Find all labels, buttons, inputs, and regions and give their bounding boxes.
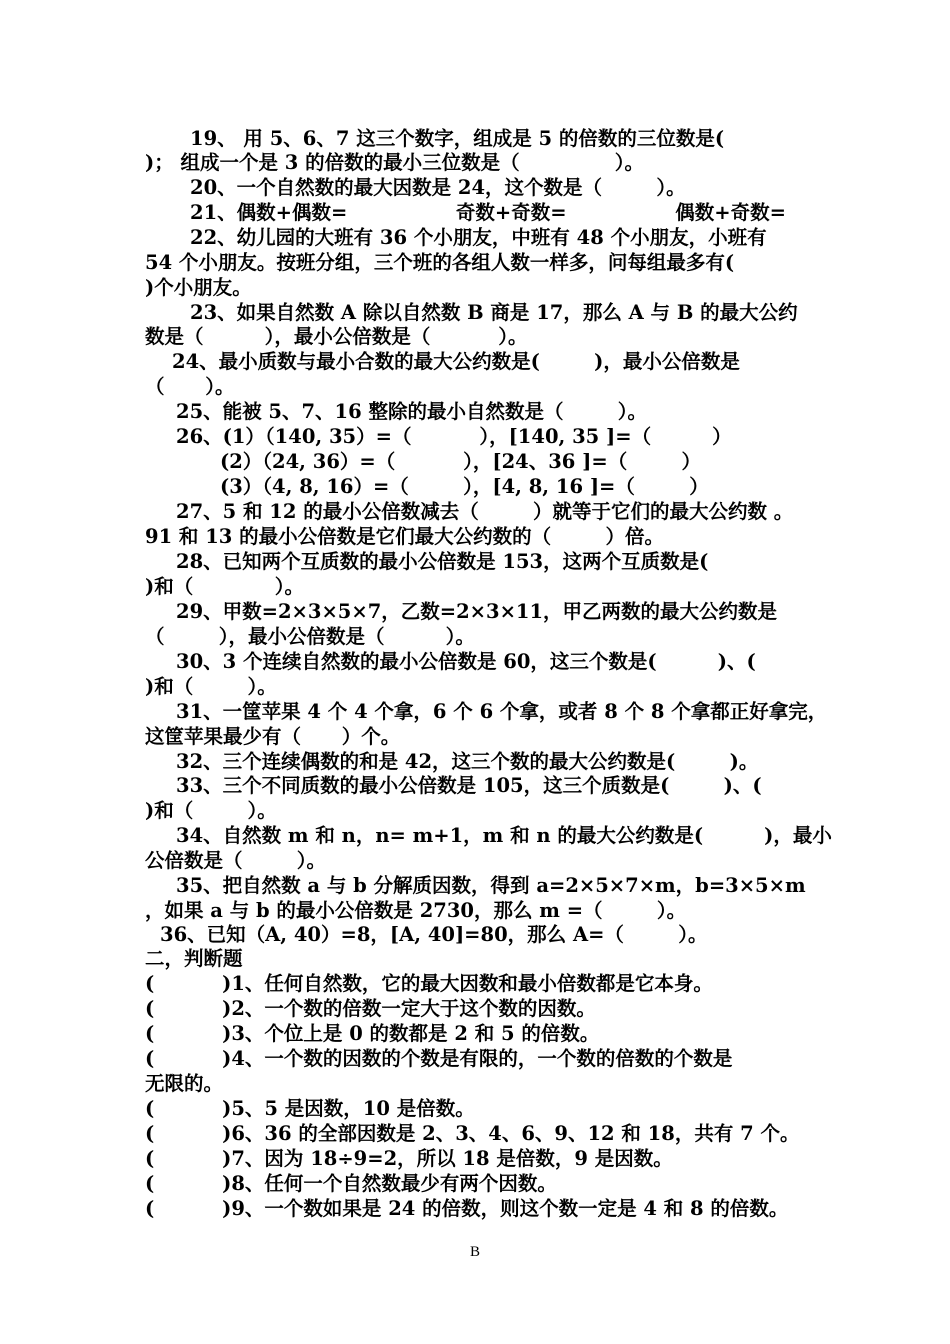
judge-item-4-line-2: 无限的。 bbox=[145, 1072, 224, 1095]
section-heading-judge: 二，判断题 bbox=[145, 947, 243, 970]
question-24-line-1: 24、最小质数与最小合数的最大公约数是( )，最小公倍数是 bbox=[172, 350, 740, 373]
question-24-line-2: （ ）。 bbox=[145, 375, 235, 398]
question-33-line-2: )和（ ）。 bbox=[145, 799, 277, 822]
question-27-line-1: 27、5 和 12 的最小公倍数减去（ ）就等于它们的最大公约数 。 bbox=[176, 500, 794, 523]
question-28-line-2: )和（ ）。 bbox=[145, 575, 304, 598]
question-28-line-1: 28、已知两个互质数的最小公倍数是 153，这两个互质数是( bbox=[176, 550, 709, 573]
judge-item-1: ( )1、任何自然数，它的最大因数和最小倍数都是它本身。 bbox=[145, 972, 713, 995]
question-26-part-2: (2）（24, 36）=（ ），[24、36 ]=（ ） bbox=[220, 450, 702, 473]
question-29-line-2: （ ），最小公倍数是（ ）。 bbox=[145, 625, 475, 648]
question-19-line-1: 19、 用 5、6、7 这三个数字，组成是 5 的倍数的三位数是( bbox=[190, 127, 725, 150]
question-27-line-2: 91 和 13 的最小公倍数是它们最大公约数的（ ）倍。 bbox=[145, 525, 664, 548]
question-26-part-1: 26、(1）（140, 35）=（ ），[140, 35 ]=（ ） bbox=[176, 425, 732, 448]
judge-item-8: ( )8、任何一个自然数最少有两个因数。 bbox=[145, 1172, 557, 1195]
judge-item-7: ( )7、因为 18÷9=2，所以 18 是倍数，9 是因数。 bbox=[145, 1147, 673, 1170]
question-34-line-1: 34、自然数 m 和 n，n= m+1，m 和 n 的最大公约数是( )，最小 bbox=[176, 824, 832, 847]
question-19-line-2: )； 组成一个是 3 的倍数的最小三位数是（ ）。 bbox=[145, 151, 644, 174]
question-23-line-2: 数是（ ），最小公倍数是（ ）。 bbox=[145, 325, 528, 348]
question-31-line-2: 这筐苹果最少有（ ）个。 bbox=[145, 725, 401, 748]
question-31-line-1: 31、一筐苹果 4 个 4 个拿，6 个 6 个拿，或者 8 个 8 个拿都正好拿完， bbox=[176, 700, 828, 723]
page-marker: B bbox=[469, 1244, 480, 1260]
question-35-line-2: ，如果 a 与 b 的最小公倍数是 2730，那么 m =（ ）。 bbox=[145, 899, 687, 922]
judge-item-6: ( )6、36 的全部因数是 2、3、4、6、9、12 和 18，共有 7 个。 bbox=[145, 1122, 800, 1145]
judge-item-4-line-1: ( )4、一个数的因数的个数是有限的，一个数的倍数的个数是 bbox=[145, 1047, 733, 1070]
question-34-line-2: 公倍数是（ ）。 bbox=[145, 849, 327, 872]
judge-item-9: ( )9、一个数如果是 24 的倍数，则这个数一定是 4 和 8 的倍数。 bbox=[145, 1197, 789, 1220]
question-26-part-3: (3）（4, 8, 16）=（ ），[4, 8, 16 ]=（ ） bbox=[220, 475, 709, 498]
question-20: 20、一个自然数的最大因数是 24，这个数是（ ）。 bbox=[190, 176, 686, 199]
question-22-line-2: 54 个小朋友。按班分组，三个班的各组人数一样多，问每组最多有( bbox=[145, 251, 735, 274]
question-29-line-1: 29、甲数=2×3×5×7，乙数=2×3×11，甲乙两数的最大公约数是 bbox=[176, 600, 778, 623]
judge-item-2: ( )2、一个数的倍数一定大于这个数的因数。 bbox=[145, 997, 596, 1020]
question-23-line-1: 23、如果自然数 A 除以自然数 B 商是 17，那么 A 与 B 的最大公约 bbox=[190, 301, 798, 324]
question-32: 32、三个连续偶数的和是 42，这三个数的最大公约数是( )。 bbox=[176, 750, 759, 773]
question-30-line-2: )和（ ）。 bbox=[145, 675, 277, 698]
judge-item-5: ( )5、5 是因数，10 是倍数。 bbox=[145, 1097, 475, 1120]
question-21: 21、偶数+偶数= 奇数+奇数= 偶数+奇数= bbox=[190, 201, 786, 224]
judge-item-3: ( )3、个位上是 0 的数都是 2 和 5 的倍数。 bbox=[145, 1022, 600, 1045]
question-22-line-3: )个小朋友。 bbox=[145, 276, 252, 299]
question-33-line-1: 33、三个不同质数的最小公倍数是 105，这三个质数是( )、( bbox=[176, 774, 762, 797]
question-22-line-1: 22、幼儿园的大班有 36 个小朋友，中班有 48 个小朋友，小班有 bbox=[190, 226, 767, 249]
question-30-line-1: 30、3 个连续自然数的最小公倍数是 60，这三个数是( )、( bbox=[176, 650, 756, 673]
question-25: 25、能被 5、7、16 整除的最小自然数是（ ）。 bbox=[176, 400, 648, 423]
question-35-line-1: 35、把自然数 a 与 b 分解质因数，得到 a=2×5×7×m，b=3×5×m bbox=[176, 874, 806, 897]
question-36: 36、已知（A, 40）=8，[A, 40]=80，那么 A=（ ）。 bbox=[160, 923, 708, 946]
